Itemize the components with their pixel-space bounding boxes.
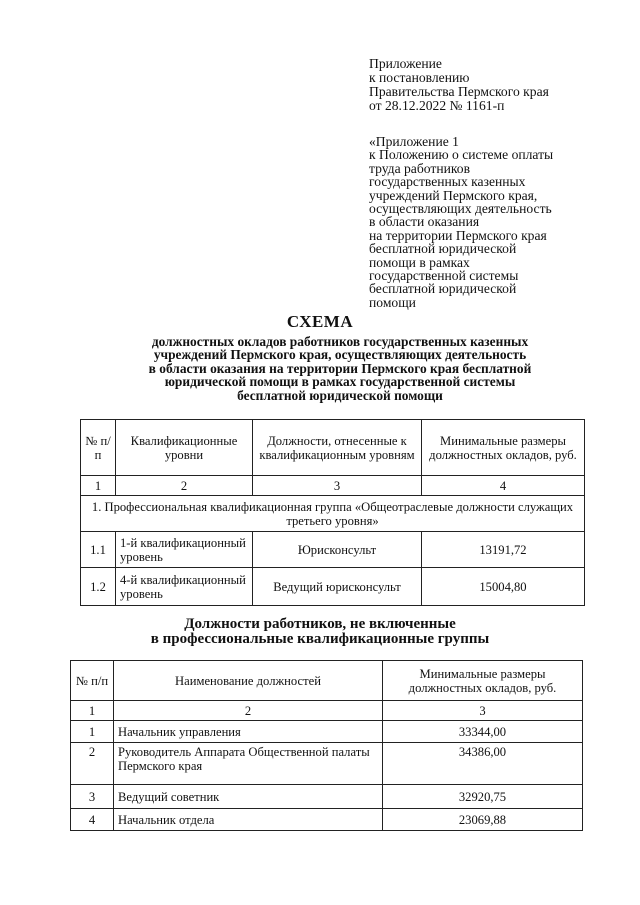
- appendix-line: Приложение: [369, 56, 442, 71]
- table-row: [71, 809, 583, 831]
- appendix-1-line: труда работников: [369, 160, 470, 176]
- header-num: № п/п: [81, 420, 116, 476]
- row-position: Ведущий юрисконсульт: [253, 568, 422, 606]
- appendix-1-line: помощи: [369, 294, 416, 310]
- appendix-1-line: государственной системы: [369, 268, 519, 284]
- scheme-subtitle-line: должностных окладов работников государственных казенных: [151, 334, 529, 349]
- table-row: [81, 568, 585, 606]
- positions-table: [70, 660, 583, 831]
- row-salary: 32920,75: [383, 785, 583, 809]
- appendix-line: от 28.12.2022 № 1161-п: [369, 98, 505, 113]
- scheme-subtitle-line: учреждений Пермского края, осуществляющих деятельность: [153, 347, 527, 363]
- row-name: Ведущий советник: [114, 785, 383, 809]
- appendix-1-line: «Приложение 1: [369, 134, 459, 149]
- scheme-subtitle-line: бесплатной юридической помощи: [237, 387, 443, 403]
- appendix-1-line: бесплатной юридической: [369, 281, 517, 297]
- row-name: Начальник отдела: [114, 809, 383, 831]
- appendix-1-line: учреждений Пермского края,: [369, 187, 538, 203]
- col-number: 1: [71, 701, 114, 721]
- table-row: [71, 721, 583, 743]
- scheme-subtitle: [90, 335, 590, 402]
- appendix-1-line: осуществляющих деятельность: [369, 201, 552, 217]
- table-row: [81, 532, 585, 568]
- row-num: 2: [71, 743, 114, 785]
- table-row: [71, 743, 583, 785]
- row-num: 1: [71, 721, 114, 743]
- section-title-line: в профессиональные квалификационные группы: [150, 631, 490, 647]
- row-name: Руководитель Аппарата Общественной палаты Пермского края: [114, 743, 383, 785]
- appendix-1-line: государственных казенных: [369, 174, 526, 190]
- section-title-line: Должности работников, не включенные: [184, 616, 456, 632]
- table-row: [71, 785, 583, 809]
- section-title: [0, 617, 640, 647]
- header-positions: Должности, отнесенные к квалификационным уровням: [253, 420, 422, 476]
- col-number: 4: [422, 476, 585, 496]
- appendix-1-line: помощи в рамках: [369, 254, 470, 270]
- row-num: 4: [71, 809, 114, 831]
- appendix-1-line: бесплатной юридической: [369, 241, 517, 257]
- row-num: 3: [71, 785, 114, 809]
- appendix-line: к постановлению: [369, 70, 470, 85]
- appendix-1-line: в области оказания: [369, 214, 480, 230]
- appendix-header: [369, 57, 609, 113]
- header-num: № п/п: [71, 661, 114, 701]
- row-salary: 33344,00: [383, 721, 583, 743]
- row-level: 4-й квалификационный уровень: [116, 568, 253, 606]
- col-number: 3: [253, 476, 422, 496]
- row-name: Начальник управления: [114, 721, 383, 743]
- row-salary: 34386,00: [383, 743, 583, 785]
- row-salary: 15004,80: [422, 568, 585, 606]
- row-num: 1.2: [81, 568, 116, 606]
- row-salary: 13191,72: [422, 532, 585, 568]
- scheme-title: СХЕМА: [286, 312, 354, 331]
- col-number: 3: [383, 701, 583, 721]
- qualification-table: [80, 419, 585, 606]
- header-salary: Минимальные размеры должностных окладов, руб.: [422, 420, 585, 476]
- row-salary: 23069,88: [383, 809, 583, 831]
- row-position: Юрисконсульт: [253, 532, 422, 568]
- appendix-line: Правительства Пермского края: [369, 84, 549, 99]
- appendix-1-line: на территории Пермского края: [369, 227, 547, 243]
- row-level: 1-й квалификационный уровень: [116, 532, 253, 568]
- scheme-subtitle-line: юридической помощи в рамках государственной системы: [164, 374, 516, 390]
- row-num: 1.1: [81, 532, 116, 568]
- group-title: 1. Профессиональная квалификационная группа «Общеотраслевые должности служащих третьего уровня»: [81, 496, 585, 532]
- col-number: 2: [116, 476, 253, 496]
- header-salary: Минимальные размеры должностных окладов, руб.: [383, 661, 583, 701]
- header-level: Квалификационные уровни: [116, 420, 253, 476]
- col-number: 1: [81, 476, 116, 496]
- header-name: Наименование должностей: [114, 661, 383, 701]
- scheme-subtitle-line: в области оказания на территории Пермского края бесплатной: [148, 360, 532, 376]
- col-number: 2: [114, 701, 383, 721]
- appendix-1-header: [369, 135, 609, 309]
- appendix-1-line: к Положению о системе оплаты: [369, 147, 554, 163]
